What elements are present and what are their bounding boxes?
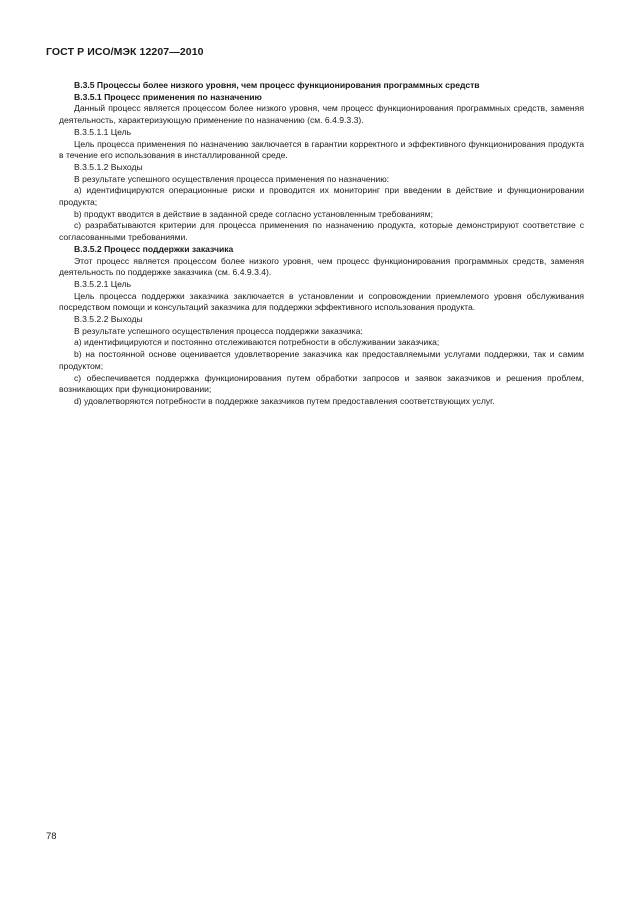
section-heading-b35: B.3.5 Процессы более низкого уровня, чем процесс функционирования программных средств: [74, 80, 480, 90]
paragraph-b352: Этот процесс является процессом более низкого уровня, чем процесс функционирования программных средств, заменяя деятельность по поддержке заказчика (см. 6.4.9.3.4).: [59, 255, 584, 278]
list-item-b3522-d: d) удовлетворяются потребности в поддержке заказчиков путем предоставления соответствующих услуг.: [74, 395, 495, 406]
document-header: ГОСТ Р ИСО/МЭК 12207—2010: [46, 46, 204, 58]
subheading-b3512: B.3.5.1.2 Выходы: [74, 161, 143, 172]
list-item-b3512-b: b) продукт вводится в действие в заданной среде согласно установленным требованиям;: [74, 208, 433, 219]
section-heading-b351: B.3.5.1 Процесс применения по назначению: [74, 91, 262, 102]
section-heading-b352: B.3.5.2 Процесс поддержки заказчика: [74, 243, 234, 254]
list-item-b3522-c: c) обеспечивается поддержка функционирования путем обработки запросов и заявок заказчиков и решения проблем, возникающих при функционировании;: [59, 372, 584, 395]
page-number: 78: [46, 831, 57, 842]
paragraph-b3522-intro: В результате успешного осуществления процесса поддержки заказчика:: [74, 325, 363, 336]
subheading-b3511: B.3.5.1.1 Цель: [74, 126, 132, 137]
paragraph-b3521: Цель процесса поддержки заказчика заключается в установлении и сопровождении приемлемого уровня обслуживания посредством помощи и консультаций заказчика для поддержки эффективного использования продукта.: [59, 290, 584, 313]
subheading-b3522: B.3.5.2.2 Выходы: [74, 314, 143, 325]
paragraph-b351: Данный процесс является процессом более низкого уровня, чем процесс функционирования программных средств, заменяя деятельность, характеризующую применение по назначению (см. 6.4.9.3.3).: [59, 103, 584, 126]
paragraph-b3511: Цель процесса применения по назначению заключается в гарантии корректного и эффективного функционирования продукта в течение его использования в инсталлированной среде.: [59, 138, 584, 161]
list-item-b3522-b: b) на постоянной основе оценивается удовлетворение заказчика как предоставляемыми услугами поддержки, так и самим продуктом;: [59, 349, 584, 371]
document-body: [59, 80, 584, 408]
list-item-b3522-a: a) идентифицируются и постоянно отслеживаются потребности в обслуживании заказчика;: [74, 337, 440, 348]
list-item-b3512-c: c) разрабатываются критерии для процесса применения по назначению продукта, которые демонстрируют соответствие с согласованными требованиями.: [59, 220, 584, 243]
list-item-b3512-a: a) идентифицируются операционные риски и проводится их мониторинг при введении в действие и функционировании продукта;: [59, 185, 584, 208]
paragraph-b3512-intro: В результате успешного осуществления процесса применения по назначению:: [74, 173, 390, 184]
subheading-b3521: B.3.5.2.1 Цель: [74, 278, 132, 289]
